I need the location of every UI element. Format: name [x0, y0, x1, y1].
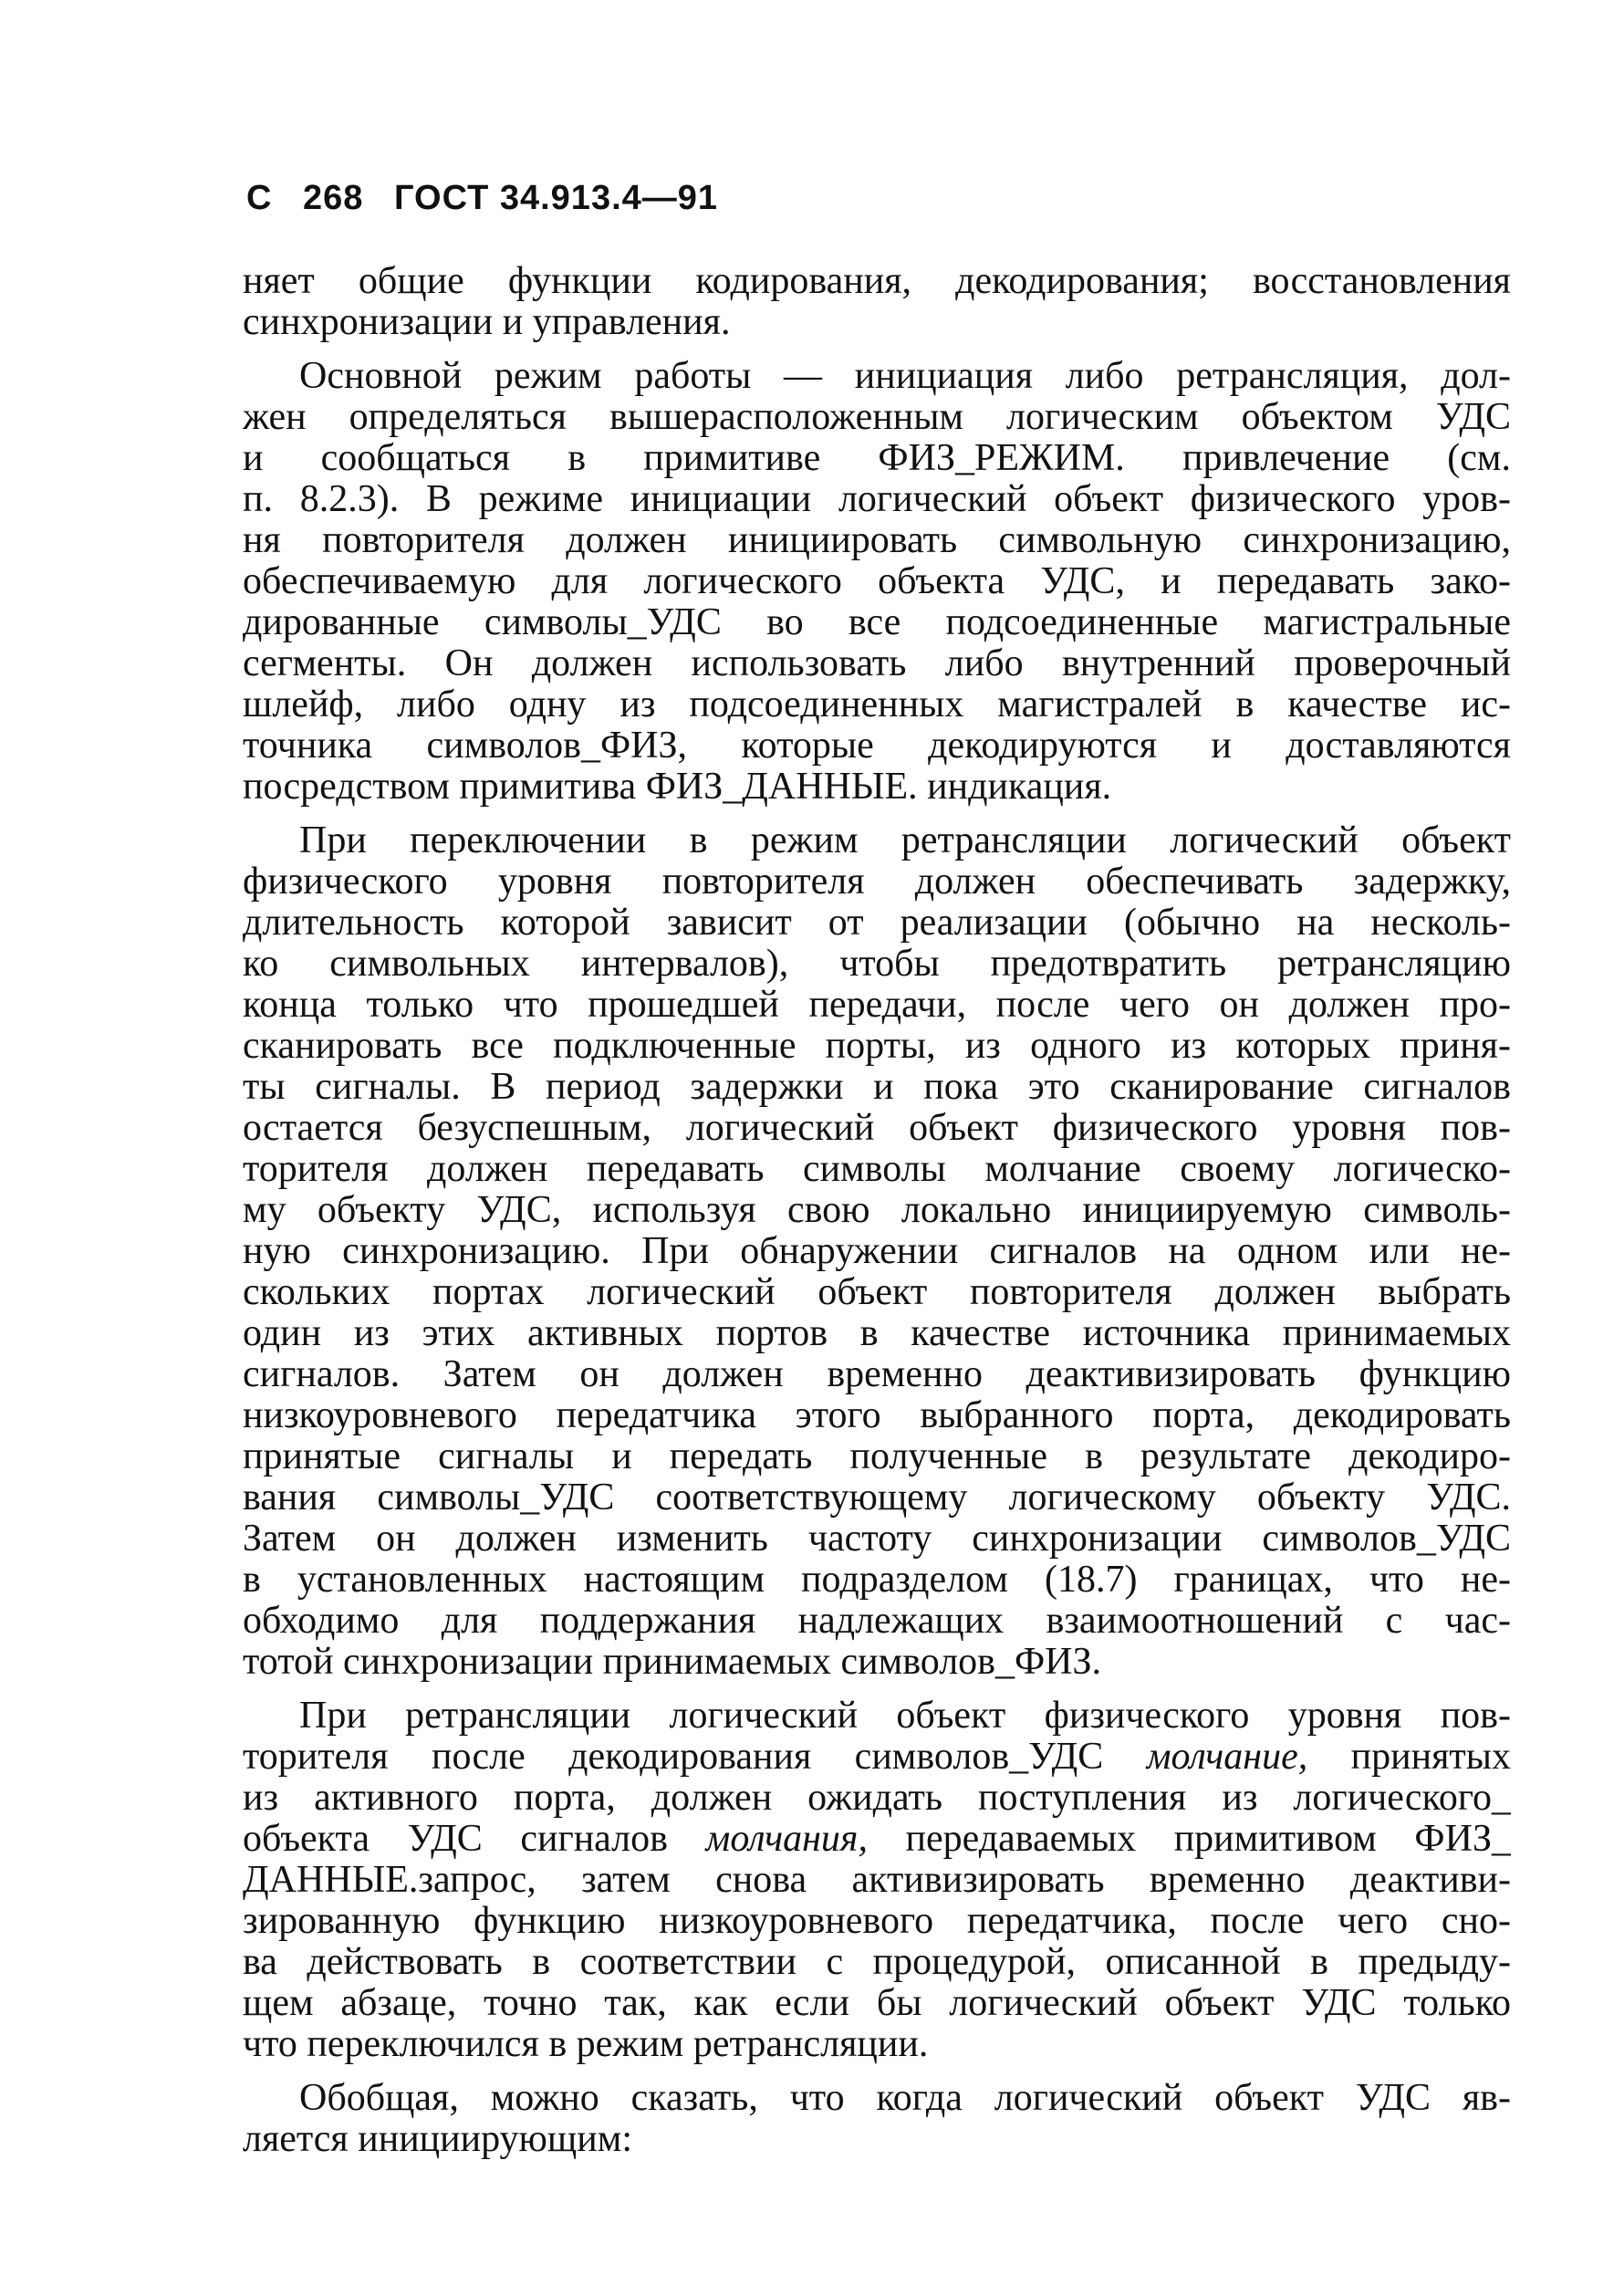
page-number: 268	[303, 179, 364, 217]
standard-designation: ГОСТ 34.913.4—91	[393, 179, 719, 217]
page-label: С	[246, 179, 273, 217]
text-line: низкоуровневого передатчика этого выбранного порта, декодировать	[243, 1395, 1511, 1436]
text-line: обходимо для поддержания надлежащих взаимоотношений с час-	[243, 1601, 1511, 1642]
text-line: физического уровня повторителя должен обеспечивать задержку,	[243, 861, 1511, 903]
text-line: принятые сигналы и передать полученные в результате декодиро-	[243, 1436, 1511, 1477]
text-line: ты сигналы. В период задержки и пока это сканирование сигналов	[243, 1067, 1511, 1108]
text-line: объекта УДС сигналов молчания, передаваемых примитивом ФИЗ_	[243, 1819, 1511, 1860]
text-line: ня повторителя должен инициировать символьную синхронизацию,	[243, 520, 1511, 561]
text-line: что переключился в режим ретрансляции.	[243, 2024, 929, 2065]
text-line: шлейф, либо одну из подсоединенных магистралей в качестве ис-	[243, 684, 1511, 725]
text-line: и сообщаться в примитиве ФИЗ_РЕЖИМ. привлечение (см.	[243, 438, 1511, 479]
page-header	[246, 179, 738, 218]
text-line: зированную функцию низкоуровневого передатчика, после чего сно-	[243, 1901, 1511, 1942]
paragraph	[243, 356, 1511, 808]
text-line: остается безуспешным, логический объект физического уровня пов-	[243, 1108, 1511, 1149]
text-line: ко символьных интервалов), чтобы предотвратить ретрансляцию	[243, 944, 1511, 985]
paragraph	[243, 261, 1511, 343]
text-line: жен определяться вышерасположенным логическим объектом УДС	[243, 397, 1511, 438]
text-line: сегменты. Он должен использовать либо внутренний проверочный	[243, 643, 1511, 684]
paragraph	[243, 1696, 1511, 2065]
text-line: конца только что прошедшей передачи, после чего он должен про-	[243, 985, 1511, 1026]
text-line: сигналов. Затем он должен временно деактивизировать функцию	[243, 1354, 1511, 1395]
text-line: из активного порта, должен ожидать поступления из логического_	[243, 1778, 1511, 1819]
text-line: посредством примитива ФИЗ_ДАННЫЕ. индикация.	[243, 767, 1112, 808]
text-line: торителя после декодирования символов_УДС молчание, принятых	[243, 1737, 1511, 1778]
text-line: му объекту УДС, используя свою локально инициируемую символь-	[243, 1190, 1511, 1231]
text-line: один из этих активных портов в качестве источника принимаемых	[243, 1313, 1511, 1354]
text-line: обеспечиваемую для логического объекта УДС, и передавать зако-	[243, 561, 1511, 602]
text-line: вания символы_УДС соответствующему логическому объекту УДС.	[243, 1477, 1511, 1518]
text-line: торителя должен передавать символы молчание своему логическо-	[243, 1149, 1511, 1190]
paragraph	[243, 2078, 1511, 2160]
text-line: ляется инициирующим:	[243, 2119, 632, 2160]
text-line: точника символов_ФИЗ, которые декодируются и доставляются	[243, 725, 1511, 767]
text-line: длительность которой зависит от реализации (обычно на несколь-	[243, 903, 1511, 944]
text-line: Затем он должен изменить частоту синхронизации символов_УДС	[243, 1518, 1511, 1560]
text-line: щем абзаце, точно так, как если бы логический объект УДС только	[243, 1983, 1511, 2024]
text-line: дированные символы_УДС во все подсоединенные магистральные	[243, 602, 1511, 643]
text-line: скольких портах логический объект повторителя должен выбрать	[243, 1272, 1511, 1313]
text-line: Основной режим работы — инициация либо ретрансляция, дол-	[299, 356, 1511, 397]
text-line: няет общие функции кодирования, декодирования; восстановления	[243, 261, 1511, 302]
text-line: тотой синхронизации принимаемых символов_ФИЗ.	[243, 1642, 1102, 1683]
text-line: п. 8.2.3). В режиме инициации логический объект физического уров-	[243, 479, 1511, 520]
text-line: Обобщая, можно сказать, что когда логический объект УДС яв-	[299, 2078, 1511, 2119]
text-line: ДАННЫЕ.запрос, затем снова активизировать временно деактиви-	[243, 1860, 1511, 1901]
paragraph	[243, 820, 1511, 1683]
text-line: При переключении в режим ретрансляции логический объект	[299, 820, 1511, 861]
text-line: синхронизации и управления.	[243, 302, 731, 343]
text-line: в установленных настоящим подразделом (18.7) границах, что не-	[243, 1560, 1511, 1601]
text-line: ную синхронизацию. При обнаружении сигналов на одном или не-	[243, 1231, 1511, 1272]
text-line: сканировать все подключенные порты, из одного из которых приня-	[243, 1026, 1511, 1067]
body-text	[243, 261, 1511, 2173]
text-line: ва действовать в соответствии с процедурой, описанной в предыду-	[243, 1942, 1511, 1983]
text-line: При ретрансляции логический объект физического уровня пов-	[299, 1696, 1511, 1737]
